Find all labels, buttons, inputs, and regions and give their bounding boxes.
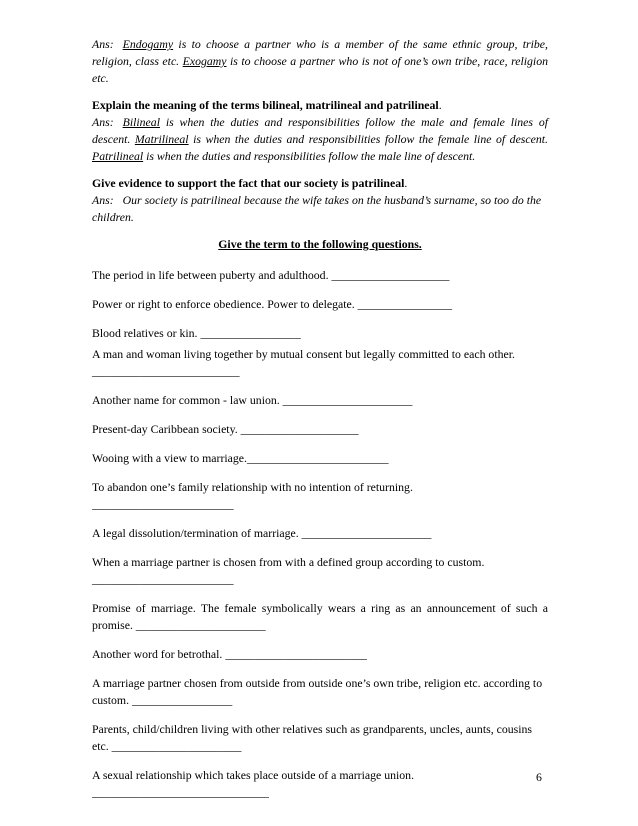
question-item: Wooing with a view to marriage.________________________ bbox=[92, 451, 389, 465]
term-endogamy: Endogamy bbox=[122, 37, 174, 51]
question-item: Power or right to enforce obedience. Power to delegate. ________________ bbox=[92, 297, 453, 311]
lineage-block bbox=[92, 97, 548, 165]
question-item: Parents, child/children living with other relatives such as grandparents, uncles, aunts, cousins etc. ______________________ bbox=[92, 722, 532, 753]
ans-label: Ans: bbox=[92, 193, 114, 207]
answer-text: is to choose a partner who is not of one’s own tribe, race, religion etc. bbox=[92, 54, 548, 85]
section-heading: Give the term to the following questions. bbox=[218, 237, 422, 251]
question-item: Promise of marriage. The female symbolically wears a ring as an announcement of such a promise. ______________________ bbox=[92, 601, 548, 632]
patrilineal-answer: Ans: Our society is patrilineal because the wife takes on the husband’s surname, so too do the children. bbox=[92, 193, 542, 224]
answer-text: is to choose a partner who is a member of the same ethnic group, tribe, religion, class etc. bbox=[92, 37, 548, 68]
lineage-question: Explain the meaning of the terms bilineal, matrilineal and patrilineal. bbox=[92, 98, 442, 112]
patrilineal-block bbox=[92, 175, 548, 226]
term-matrilineal: Matrilineal bbox=[134, 132, 189, 146]
question-item: A marriage partner chosen from outside from outside one’s own tribe, religion etc. according to custom. _________________ bbox=[92, 676, 543, 707]
question-list bbox=[92, 267, 548, 801]
question-item: A man and woman living together by mutual consent but legally committed to each other. _________________________ bbox=[92, 347, 515, 378]
question-item: A sexual relationship which takes place outside of a marriage union. ______________________________ bbox=[92, 768, 415, 799]
question-item: To abandon one’s family relationship with no intention of returning. ________________________ bbox=[92, 480, 413, 511]
term-patrilineal: Patrilineal bbox=[92, 149, 144, 163]
question-item: A legal dissolution/termination of marriage. ______________________ bbox=[92, 526, 432, 540]
question-item: Another name for common - law union. ______________________ bbox=[92, 393, 413, 407]
lineage-answer: Ans: Bilineal is when the duties and responsibilities follow the male and female lines of descent. Matrilineal is when the duties and responsibilities follow the female line of descent. Patrilineal is when the duties and responsibilities follow the male line of descent. bbox=[92, 115, 548, 163]
question-item: When a marriage partner is chosen from with a defined group according to custom. ________________________ bbox=[92, 555, 485, 586]
question-item: Another word for betrothal. ________________________ bbox=[92, 647, 367, 661]
endogamy-answer bbox=[92, 36, 548, 87]
term-exogamy: Exogamy bbox=[182, 54, 227, 68]
ans-label: Ans: bbox=[92, 37, 114, 51]
ans-label: Ans: bbox=[92, 115, 114, 129]
question-item: The period in life between puberty and adulthood. ____________________ bbox=[92, 268, 450, 282]
question-item: Blood relatives or kin. _________________ bbox=[92, 326, 301, 340]
document-page bbox=[92, 36, 548, 813]
term-bilineal: Bilineal bbox=[122, 115, 160, 129]
page-number: 6 bbox=[536, 770, 542, 784]
patrilineal-question: Give evidence to support the fact that our society is patrilineal. bbox=[92, 176, 408, 190]
question-item: Present-day Caribbean society. ____________________ bbox=[92, 422, 359, 436]
